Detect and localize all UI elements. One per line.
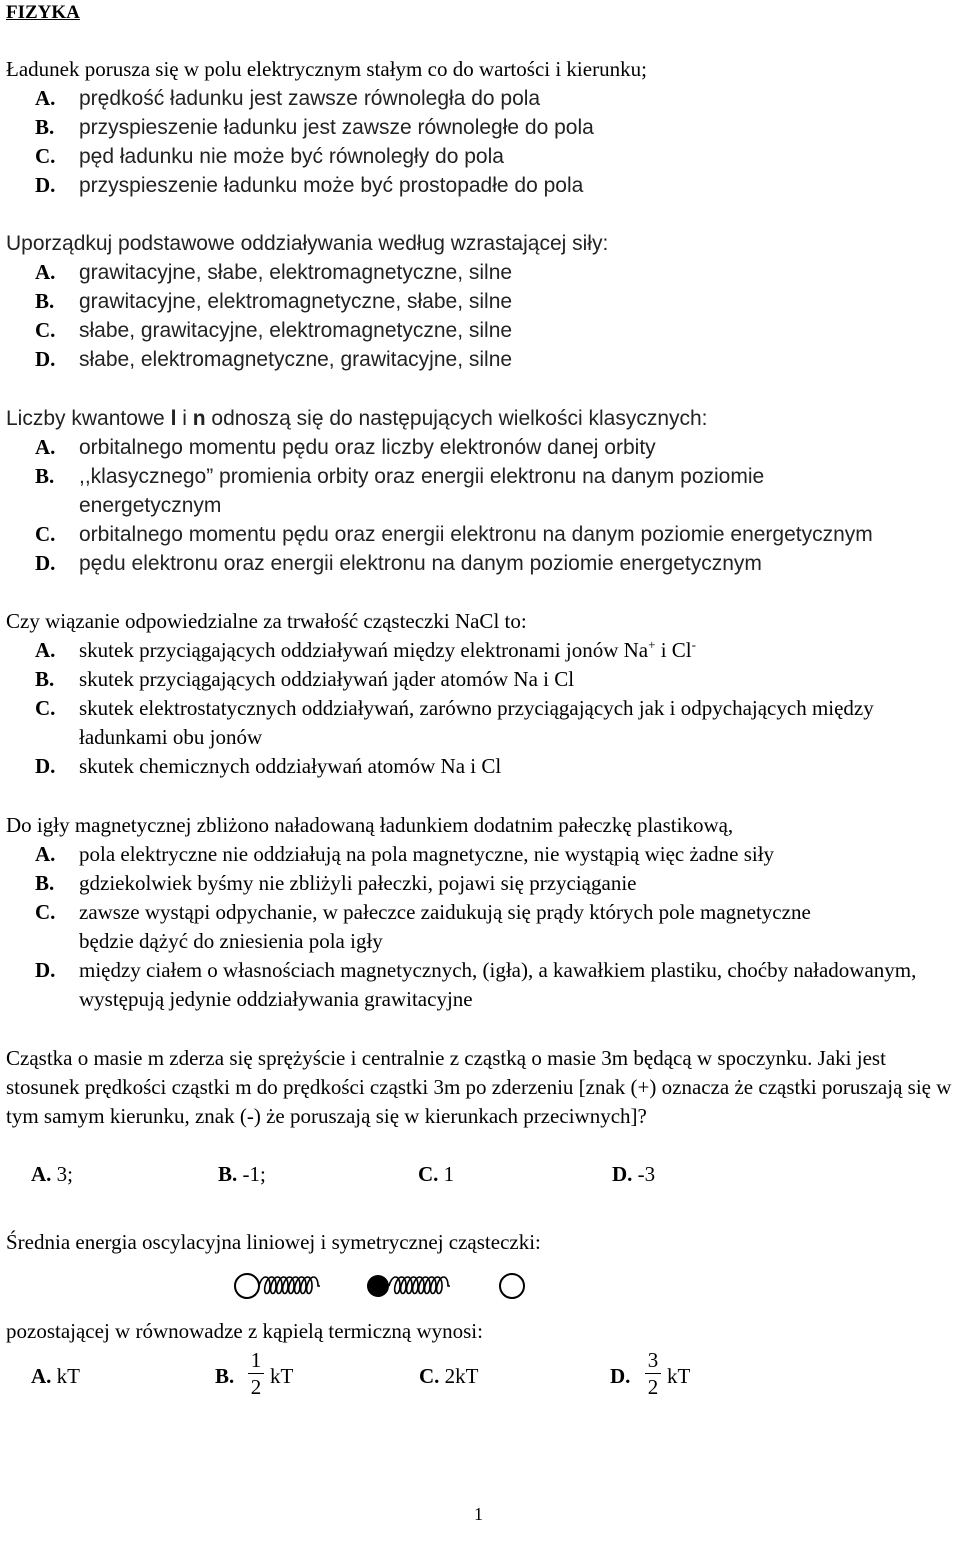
q2-option-c-letter: C. [35, 318, 56, 342]
q4-option-b-letter: B. [35, 667, 55, 691]
q7-option-d-fraction [645, 1348, 661, 1399]
q1-option-c-text: pęd ładunku nie może być równoległy do pola [79, 145, 504, 168]
q2-option-d-text: słabe, elektromagnetyczne, grawitacyjne, silne [79, 348, 513, 371]
q4-option-d-letter: D. [35, 754, 56, 778]
q3-option-d-letter: D. [35, 551, 56, 575]
q7-option-b-letter: B. [215, 1364, 235, 1388]
molecule-diagram [230, 1268, 530, 1308]
q7-option-a: A. kT [31, 1364, 80, 1388]
q5-option-b-text: gdziekolwiek byśmy nie zbliżyli pałeczki, pojawi się przyciąganie [79, 871, 637, 895]
q5-option-a-letter: A. [35, 842, 56, 866]
question-7-text: Średnia energia oscylacyjna liniowej i symetrycznej cząsteczki: [6, 1230, 541, 1254]
q7-option-d-letter: D. [610, 1364, 631, 1388]
q7-option-b-fraction [248, 1348, 264, 1399]
q3-option-d-text: pędu elektronu oraz energii elektronu na danym poziomie energetycznym [79, 552, 762, 575]
question-4-text: Czy wiązanie odpowiedzialne za trwałość cząsteczki NaCl to: [6, 609, 527, 633]
fraction-denominator: 2 [647, 1375, 659, 1399]
q6-option-d: D. -3 [612, 1162, 656, 1186]
q1-option-d-letter: D. [35, 173, 56, 197]
q3-option-b-letter: B. [35, 464, 55, 488]
q3-option-c-letter: C. [35, 522, 56, 546]
left-spring [259, 1277, 320, 1294]
q2-option-a-text: grawitacyjne, słabe, elektromagnetyczne, silne [79, 261, 513, 284]
question-5-text: Do igły magnetycznej zbliżono naładowaną ładunkiem dodatnim pałeczkę plastikową, [6, 813, 734, 837]
q2-option-b-text: grawitacyjne, elektromagnetyczne, słabe, silne [79, 290, 513, 313]
fraction-numerator: 3 [647, 1348, 659, 1372]
right-atom [500, 1274, 524, 1298]
fraction-numerator: 1 [250, 1348, 262, 1372]
q1-option-d-text: przyspieszenie ładunku może być prostopadłe do pola [79, 174, 584, 197]
q4-option-c-text: skutek elektrostatycznych oddziaływań, zarówno przyciągających jak i odpychających między ładunkami obu jonów [79, 696, 874, 749]
q5-option-c-letter: C. [35, 900, 56, 924]
q4-option-a-text: skutek przyciągających oddziaływań między elektronami jonów Na+ i Cl- [79, 637, 696, 662]
q3-option-a-text: orbitalnego momentu pędu oraz liczby elektronów danej orbity [79, 436, 656, 459]
q7-option-d-text: kT [667, 1364, 691, 1388]
question-6-text: Cząstka o masie m zderza się sprężyście i centralnie z cząstką o masie 3m będącą w spoczynku. Jaki jest stosunek prędkości cząstki m do prędkości cząstki 3m po zderzeniu [znak (+) oznacza że cząstki poruszają się w tym samym kierunku, znak (-) że poruszają się w kierunkach przeciwnych]? [6, 1046, 952, 1128]
q2-option-d-letter: D. [35, 347, 56, 371]
q4-option-d-text: skutek chemicznych oddziaływań atomów Na i Cl [79, 754, 502, 778]
fraction-bar [645, 1373, 661, 1374]
q7-option-c: C. 2kT [419, 1364, 479, 1388]
question-3-text: Liczby kwantowe l i n odnoszą się do następujących wielkości klasycznych: [6, 407, 708, 430]
q1-option-a-text: prędkość ładunku jest zawsze równoległa do pola [79, 87, 541, 110]
page-number: 1 [474, 1504, 483, 1524]
q6-option-a: A. 3; [31, 1162, 74, 1186]
q1-option-c-letter: C. [35, 144, 56, 168]
question-1-text: Ładunek porusza się w polu elektrycznym stałym co do wartości i kierunku; [6, 57, 647, 81]
question-7-continuation: pozostającej w równowadze z kąpielą termiczną wynosi: [6, 1319, 483, 1343]
q3-option-a-letter: A. [35, 435, 56, 459]
q5-option-d-text: między ciałem o własnościach magnetycznych, (igła), a kawałkiem plastiku, choćby naładowanym, występują jedynie oddziaływania grawitacyjne [79, 958, 917, 1011]
q4-option-b-text: skutek przyciągających oddziaływań jąder atomów Na i Cl [79, 667, 575, 691]
q3-option-c-text: orbitalnego momentu pędu oraz energii elektronu na danym poziomie energetycznym [79, 523, 873, 546]
q5-option-a-text: pola elektryczne nie oddziałują na pola magnetyczne, nie wystąpią więc żadne siły [79, 842, 775, 866]
q5-option-c-text: zawsze wystąpi odpychanie, w pałeczce zaidukują się prądy których pole magnetyczne będzie dążyć do zniesienia pola igły [79, 900, 811, 953]
center-atom [367, 1275, 389, 1297]
fraction-bar [248, 1373, 264, 1374]
q1-option-b-text: przyspieszenie ładunku jest zawsze równoległe do pola [79, 116, 594, 139]
q6-option-b: B. -1; [218, 1162, 266, 1186]
right-spring [389, 1277, 450, 1294]
q5-option-b-letter: B. [35, 871, 55, 895]
q5-option-d-letter: D. [35, 958, 56, 982]
left-atom [235, 1274, 259, 1298]
q2-option-b-letter: B. [35, 289, 55, 313]
q4-option-a-letter: A. [35, 638, 56, 662]
page-title: FIZYKA [6, 2, 80, 23]
q3-option-b-text: ,,klasycznego” promienia orbity oraz energii elektronu na danym poziomie energetycznym [79, 465, 765, 517]
question-2-text: Uporządkuj podstawowe oddziaływania według wzrastającej siły: [6, 232, 609, 255]
q4-option-c-letter: C. [35, 696, 56, 720]
fraction-denominator: 2 [250, 1375, 262, 1399]
q2-option-a-letter: A. [35, 260, 56, 284]
q2-option-c-text: słabe, grawitacyjne, elektromagnetyczne, silne [79, 319, 513, 342]
q6-option-c: C. 1 [418, 1162, 455, 1186]
q7-option-b-text: kT [270, 1364, 294, 1388]
q1-option-a-letter: A. [35, 86, 56, 110]
q1-option-b-letter: B. [35, 115, 55, 139]
